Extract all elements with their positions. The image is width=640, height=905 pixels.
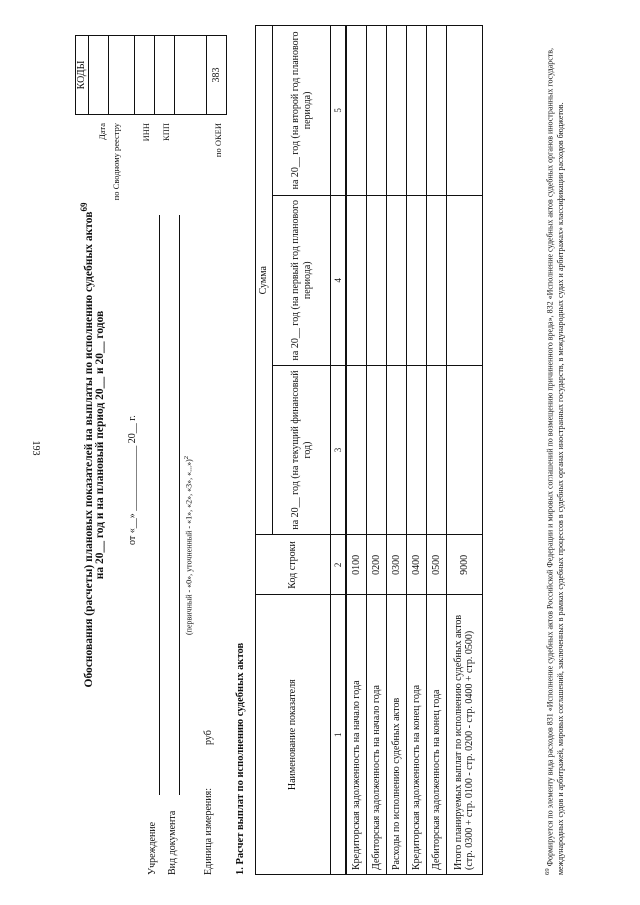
col-header-name: Наименование показателя	[256, 595, 331, 875]
row-name-total: Итого планируемых выплат по исполнению судебных актов (стр. 0300 + стр. 0100 - стр. 0200 - стр. 0400 + стр. 0500)	[446, 595, 482, 875]
cell-year1[interactable]	[426, 365, 446, 535]
code-value-kpp[interactable]	[155, 35, 175, 115]
col-number: 5	[331, 26, 347, 196]
payments-table	[255, 25, 483, 875]
doc-kind-hint-footnote: 2	[183, 455, 190, 460]
doc-type-field[interactable]	[179, 215, 180, 795]
code-value-registry[interactable]	[109, 35, 135, 115]
cell-year3[interactable]	[366, 26, 386, 196]
code-label-kpp: КПП	[161, 123, 171, 141]
row-code: 0100	[346, 535, 366, 595]
document-subtitle: на 20__ год и на плановый период 20__ и 20__ годов	[94, 310, 106, 580]
table-row	[366, 26, 386, 875]
row-name: Дебиторская задолженность на начало года	[366, 595, 386, 875]
col-number: 3	[331, 365, 347, 535]
table-row	[426, 26, 446, 875]
code-label-registry: по Сводному реестру	[111, 123, 121, 201]
table-row	[386, 26, 406, 875]
table-row	[406, 26, 426, 875]
cell-year3[interactable]	[426, 26, 446, 196]
code-value-inn[interactable]	[135, 35, 155, 115]
col-number: 2	[331, 535, 347, 595]
col-header-code: Код строки	[256, 535, 331, 595]
cell-year1[interactable]	[366, 365, 386, 535]
table-row-total	[446, 26, 482, 875]
code-value-okei: 383	[207, 35, 227, 115]
row-code: 0500	[426, 535, 446, 595]
code-label-date: Дата	[97, 123, 107, 140]
row-code: 0400	[406, 535, 426, 595]
cell-year3[interactable]	[446, 26, 482, 196]
col-header-year3: на 20__ год (на второй год планового периода)	[273, 26, 331, 196]
title-text: Обоснования (расчеты) плановых показателей на выплаты по исполнению судебных актов	[82, 211, 95, 688]
row-code-total: 9000	[446, 535, 482, 595]
institution-label: Учреждение	[147, 821, 158, 875]
cell-year2[interactable]	[346, 195, 366, 365]
row-name: Расходы по исполнению судебных актов	[386, 595, 406, 875]
row-name: Дебиторская задолженность на конец года	[426, 595, 446, 875]
doc-kind-hint	[183, 456, 194, 635]
cell-year3[interactable]	[406, 26, 426, 196]
col-header-year1: на 20__ год (на текущий финансовый год)	[273, 365, 331, 535]
footnote-text: Формируется по элементу вида расходов 831 «Исполнение судебных актов Российской Федерации и мировых соглашений по возмещению причиненного вреда», 832 «Исполнение судебных актов судебных органов иностранных государств, международных судов и арбитражей, мировых соглашений, заключенных в рамках судебных процессов в судебных органах иностранных государств, в международных судах и арбитражах» классификации расходов бюджетов.	[545, 47, 565, 875]
cell-year2[interactable]	[426, 195, 446, 365]
cell-year1[interactable]	[446, 365, 482, 535]
institution-field[interactable]	[159, 215, 160, 795]
cell-year3[interactable]	[386, 26, 406, 196]
cell-year2[interactable]	[406, 195, 426, 365]
code-value-blank[interactable]	[175, 35, 207, 115]
cell-year1[interactable]	[406, 365, 426, 535]
row-code: 0300	[386, 535, 406, 595]
cell-year3[interactable]	[346, 26, 366, 196]
codes-header: КОДЫ	[75, 35, 89, 115]
unit-label: Единица измерения:	[203, 788, 214, 875]
cell-year1[interactable]	[346, 365, 366, 535]
date-line: от «__» _____________ 20__ г.	[127, 415, 138, 545]
unit-value: руб	[203, 730, 214, 745]
cell-year2[interactable]	[446, 195, 482, 365]
footnote	[543, 25, 566, 875]
code-label-okei: по ОКЕИ	[213, 123, 223, 158]
table-row	[346, 26, 366, 875]
cell-year2[interactable]	[366, 195, 386, 365]
section-title: 1. Расчет выплат по исполнению судебных актов	[235, 642, 246, 875]
footnote-mark: 69	[544, 868, 551, 875]
page-number: 193	[30, 440, 41, 456]
doc-type-label: Вид документа	[167, 810, 178, 875]
col-header-sum: Сумма	[256, 26, 273, 535]
code-label-inn: ИНН	[141, 123, 151, 142]
col-number: 1	[331, 595, 347, 875]
col-header-year2: на 20__ год (на первый год планового периода)	[273, 195, 331, 365]
code-value-date[interactable]	[89, 35, 109, 115]
title-footnote-mark: 69	[79, 202, 89, 212]
row-name: Кредиторская задолженность на конец года	[406, 595, 426, 875]
row-code: 0200	[366, 535, 386, 595]
row-name: Кредиторская задолженность на начало года	[346, 595, 366, 875]
document-sheet	[55, 15, 615, 875]
cell-year1[interactable]	[386, 365, 406, 535]
cell-year2[interactable]	[386, 195, 406, 365]
col-number: 4	[331, 195, 347, 365]
doc-kind-hint-text: (первичный - «0», уточненный - «1», «2», «3», «...»)	[184, 459, 194, 635]
